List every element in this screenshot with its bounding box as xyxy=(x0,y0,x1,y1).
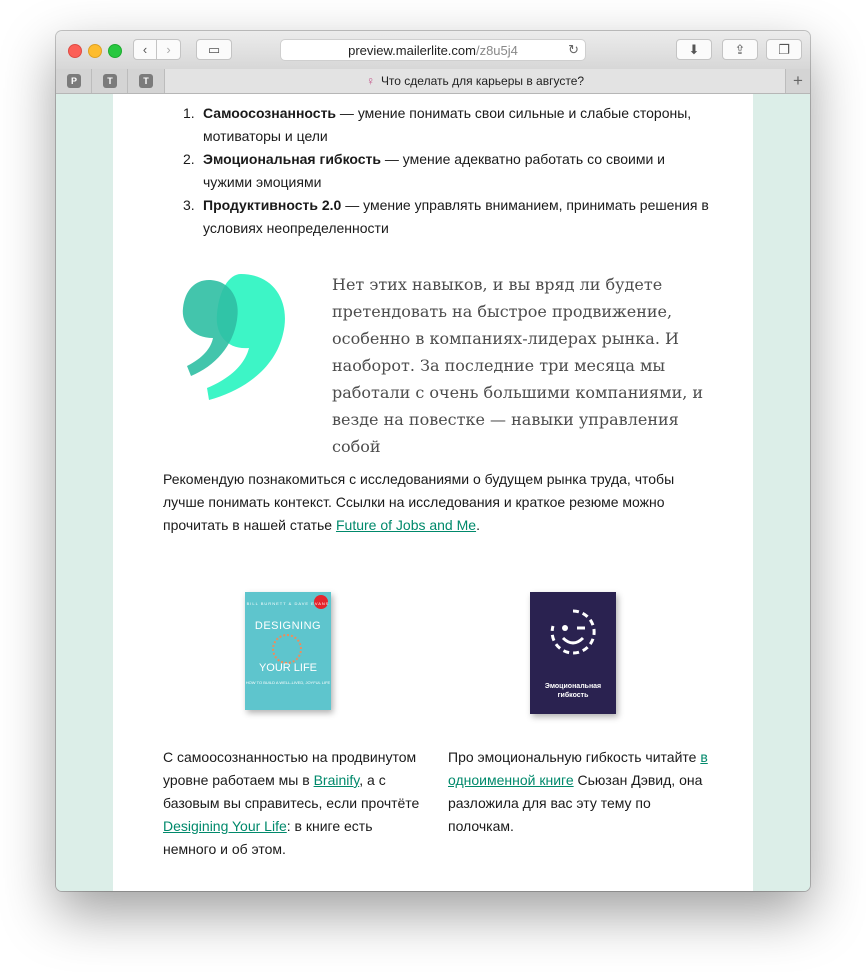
list-number: 1. xyxy=(183,105,195,121)
caption-text: Сьюзан Дэвид, она разложила для вас эту тему по полочкам. xyxy=(448,772,703,834)
tabs-overview-icon: ❐ xyxy=(778,41,790,57)
url-path: /z8u5j4 xyxy=(475,42,518,58)
paragraph-text: Рекомендую познакомиться с исследованиями о будущем рынка труда, чтобы лучше понимать контекст. Ссылки на исследования и краткое резюме можно прочитать в нашей статье xyxy=(163,471,675,533)
pull-quote: Нет этих навыков, и вы вряд ли будете претендовать на быстрое продвижение, особенно в компаниях-лидерах рынка. И наоборот. За последние три месяца мы работали с очень большими компаниями, и везде на повестке — навыки управления собой xyxy=(332,275,704,456)
tab-bar xyxy=(56,69,810,94)
future-of-jobs-link[interactable]: Future of Jobs and Me xyxy=(335,517,477,533)
skill-description: — умение управлять вниманием, принимать решения в условиях неопределенности xyxy=(203,197,709,236)
download-icon: ⬇ xyxy=(688,41,700,57)
winking-face-icon xyxy=(549,608,597,656)
book-title-line-2: YOUR LIFE xyxy=(258,662,318,674)
list-number: 2. xyxy=(183,151,195,167)
list-number: 3. xyxy=(183,197,195,213)
book-title: Эмоциональная гибкость xyxy=(544,683,602,699)
show-tabs-button[interactable] xyxy=(766,39,802,60)
skill-description: — умение адекватно работать со своими и чужими эмоциями xyxy=(203,151,665,190)
downloads-button[interactable] xyxy=(676,39,712,60)
pinned-tab-3[interactable]: T xyxy=(139,74,153,88)
skill-title: Эмоциональная гибкость xyxy=(203,151,382,167)
caption-text: : в книге есть немного и об этом. xyxy=(163,818,373,857)
tab-divider xyxy=(91,69,92,93)
skill-title: Самоосознанность xyxy=(203,105,337,121)
list-item xyxy=(183,148,715,194)
browser-toolbar xyxy=(56,31,810,70)
book-cover-designing-your-life[interactable] xyxy=(245,592,331,710)
back-button[interactable] xyxy=(133,39,157,60)
chevron-left-icon: ‹ xyxy=(142,42,148,57)
research-paragraph xyxy=(163,468,703,537)
brainify-link[interactable]: Brainify xyxy=(313,772,360,788)
dotted-circle-graphic xyxy=(272,634,302,664)
book-caption-2 xyxy=(448,746,710,838)
chevron-right-icon: › xyxy=(166,42,171,57)
sidebar-icon: ▭ xyxy=(207,41,221,57)
book-title-line-1: DESIGNING xyxy=(254,620,322,632)
list-item xyxy=(183,194,715,240)
close-window-button[interactable] xyxy=(68,44,82,58)
tab-title: Что сделать для карьеры в августе? xyxy=(380,74,585,88)
new-tab-button[interactable]: + xyxy=(793,71,803,90)
caption-text: С самоосознанностью на продвинутом уровне работаем мы в xyxy=(163,749,417,788)
browser-window xyxy=(56,31,810,891)
caption-text: Про эмоциональную гибкость читайте xyxy=(448,749,701,765)
skill-description: — умение понимать свои сильные и слабые стороны, мотиваторы и цели xyxy=(203,105,692,144)
caption-text: , а с базовым вы справитесь, если прочтёте xyxy=(163,772,420,811)
tab-active[interactable] xyxy=(164,69,786,93)
designing-your-life-link[interactable]: Desigining Your Life xyxy=(163,818,287,834)
same-name-book-link[interactable]: в одноименной книге xyxy=(448,749,708,788)
person-emoji-icon: ♀ xyxy=(365,74,375,88)
list-item xyxy=(183,102,715,148)
book-authors: BILL BURNETT & DAVE EVANS xyxy=(246,601,330,606)
book-cover-emotional-agility[interactable] xyxy=(530,592,616,714)
sidebar-toggle-button[interactable] xyxy=(196,39,232,60)
tab-divider xyxy=(127,69,128,93)
book-subtitle: HOW TO BUILD A WELL-LIVED, JOYFUL LIFE xyxy=(245,680,331,685)
url-domain: preview.mailerlite.com xyxy=(348,42,476,58)
share-button[interactable] xyxy=(722,39,758,60)
forward-button[interactable] xyxy=(157,39,181,60)
address-bar[interactable] xyxy=(280,39,586,61)
share-icon: ⇪ xyxy=(734,41,746,57)
book-caption-1 xyxy=(163,746,425,861)
skills-list xyxy=(183,102,715,240)
page-viewport xyxy=(56,94,810,891)
pinned-tab-2[interactable]: T xyxy=(103,74,117,88)
quote-mark-icon xyxy=(179,272,289,402)
minimize-window-button[interactable] xyxy=(88,44,102,58)
email-content xyxy=(113,94,753,891)
skill-title: Продуктивность 2.0 xyxy=(203,197,342,213)
pinned-tab-1[interactable]: P xyxy=(67,74,81,88)
maximize-window-button[interactable] xyxy=(108,44,122,58)
paragraph-end: . xyxy=(476,517,480,533)
reload-icon[interactable]: ↻ xyxy=(568,42,579,57)
